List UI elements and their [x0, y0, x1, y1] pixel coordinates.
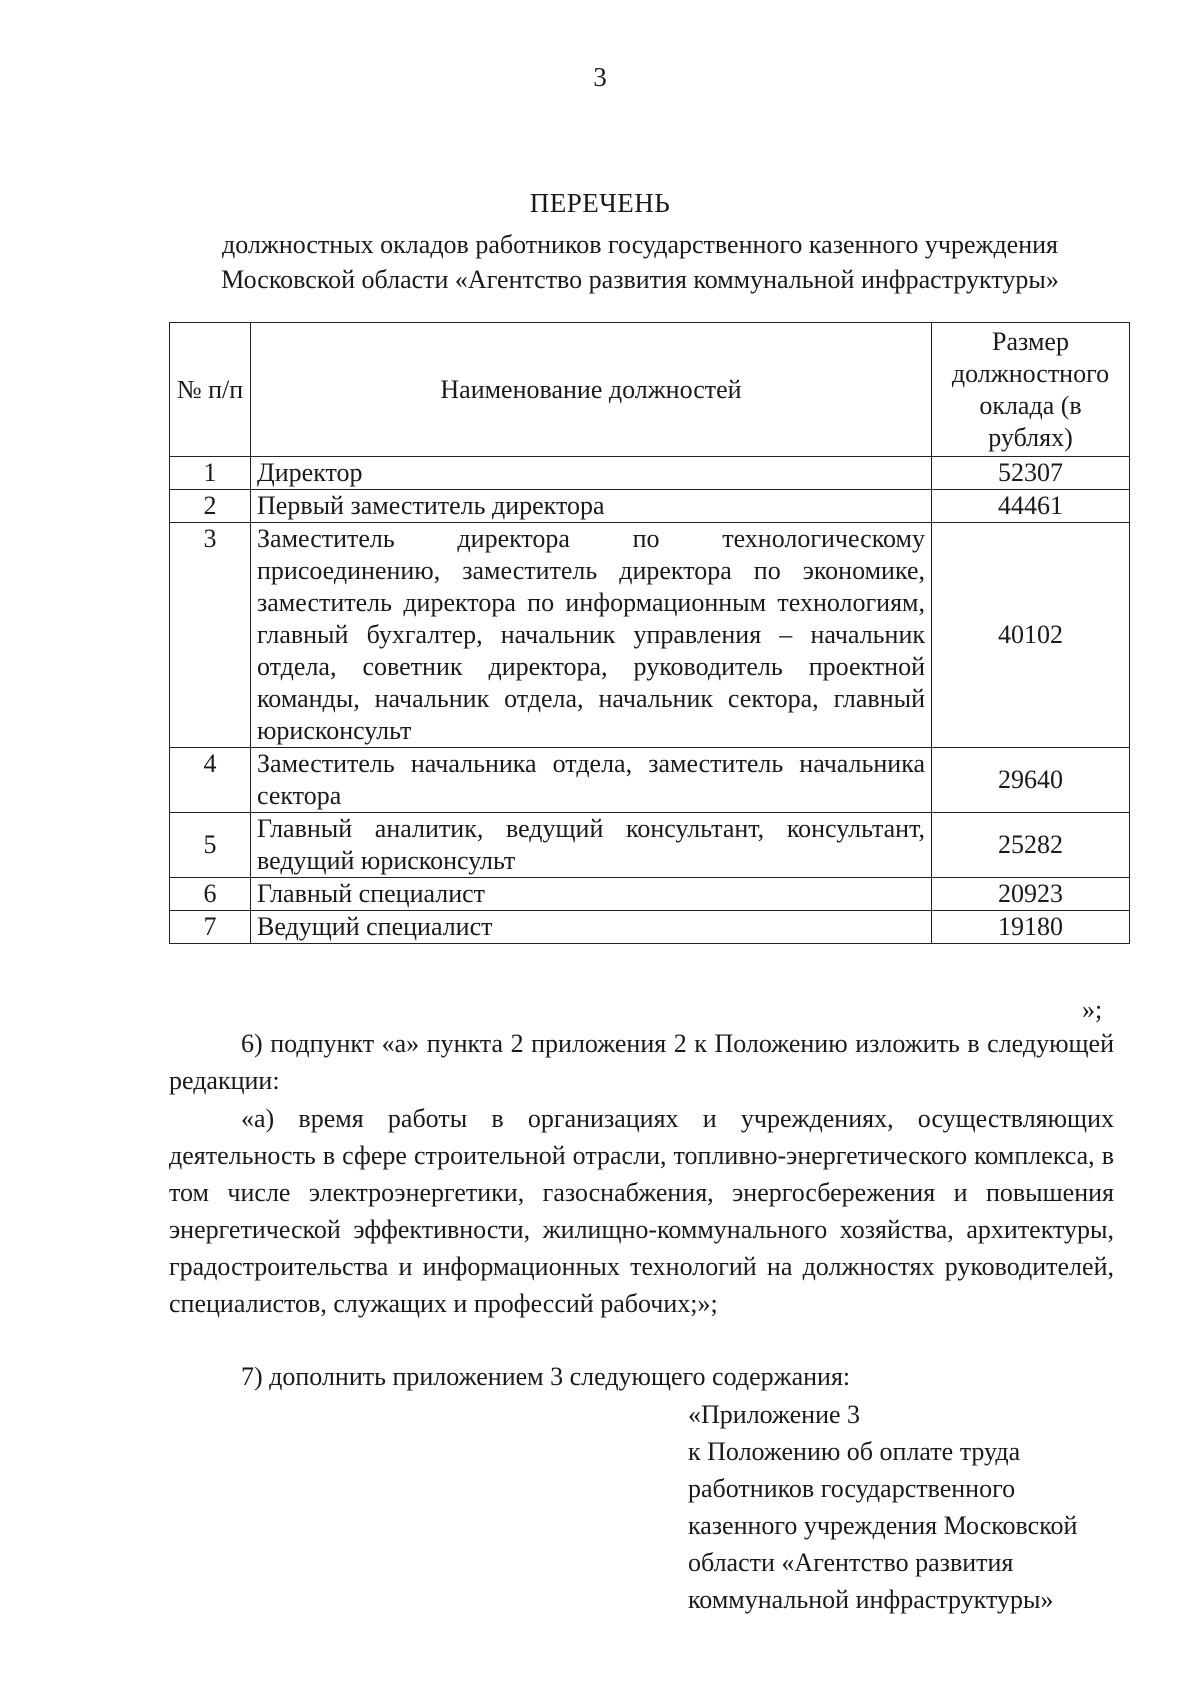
row-salary: 25282 — [932, 813, 1130, 878]
row-position: Директор — [251, 457, 932, 490]
table-row — [170, 813, 1130, 878]
row-position: Ведущий специалист — [251, 911, 932, 944]
subtitle-line: Московской области «Агентство развития коммунальной инфраструктуры» — [221, 265, 1059, 294]
header-number: № п/п — [170, 323, 251, 457]
document-title: ПЕРЕЧЕНЬ — [529, 188, 671, 218]
header-position-name: Наименование должностей — [251, 323, 932, 457]
row-position: Заместитель начальника отдела, заместитель начальника сектора — [251, 748, 932, 813]
row-salary: 29640 — [932, 748, 1130, 813]
appendix-line: коммунальной инфраструктуры» — [688, 1585, 1054, 1614]
table-header-row — [170, 323, 1130, 457]
row-salary: 52307 — [932, 457, 1130, 490]
salary-table — [169, 322, 1130, 944]
row-salary: 20923 — [932, 878, 1130, 911]
row-number: 3 — [170, 523, 251, 748]
row-salary: 40102 — [932, 523, 1130, 748]
row-number: 4 — [170, 748, 251, 813]
table-row — [170, 911, 1130, 944]
paragraph-item-7: 7) дополнить приложением 3 следующего содержания: — [241, 1362, 851, 1391]
table-row — [170, 878, 1130, 911]
appendix-header — [688, 1396, 1128, 1618]
row-number: 7 — [170, 911, 251, 944]
row-salary: 19180 — [932, 911, 1130, 944]
row-number: 5 — [170, 813, 251, 878]
row-number: 6 — [170, 878, 251, 911]
table-row — [170, 490, 1130, 523]
row-position: Главный аналитик, ведущий консультант, консультант, ведущий юрисконсульт — [251, 813, 932, 878]
paragraph-item-6-quote: «а) время работы в организациях и учреждениях, осуществляющих деятельность в сфере строительной отрасли, топливно-энергетического комплекса, в том числе электроэнергетики, газоснабжения, энергосбережения и повышения энергетической эффективности, жилищно-коммунального хозяйства, архитектуры, градостроительства и информационных технологий на должностях руководителей, специалистов, служащих и профессий рабочих;»; — [169, 1104, 1114, 1318]
appendix-line: работников государственного — [688, 1474, 1016, 1503]
row-number: 1 — [170, 457, 251, 490]
appendix-line: области «Агентство развития — [688, 1548, 1014, 1577]
header-salary-amount: Размер должностного оклада (в рублях) — [932, 323, 1130, 457]
appendix-line: «Приложение 3 — [688, 1400, 861, 1429]
appendix-line: казенного учреждения Московской — [688, 1511, 1078, 1540]
page-number: 3 — [593, 62, 607, 92]
subtitle-line: должностных окладов работников государственного казенного учреждения — [222, 230, 1058, 259]
table-row — [170, 457, 1130, 490]
row-position: Главный специалист — [251, 878, 932, 911]
document-subtitle — [165, 227, 1115, 297]
table-row — [170, 523, 1130, 748]
table-row — [170, 748, 1130, 813]
row-number: 2 — [170, 490, 251, 523]
paragraph-item-6: 6) подпункт «а» пункта 2 приложения 2 к Положению изложить в следующей редакции: — [169, 1029, 1114, 1095]
row-position: Первый заместитель директора — [251, 490, 932, 523]
table-close-quote: »; — [1082, 995, 1103, 1024]
row-position: Заместитель директора по технологическому присоединению, заместитель директора по экономике, заместитель директора по информационным технологиям, главный бухгалтер, начальник управления – начальник отдела, советник директора, руководитель проектной команды, начальник отдела, начальник сектора, главный юрисконсульт — [251, 523, 932, 748]
row-salary: 44461 — [932, 490, 1130, 523]
appendix-line: к Положению об оплате труда — [688, 1437, 1021, 1466]
